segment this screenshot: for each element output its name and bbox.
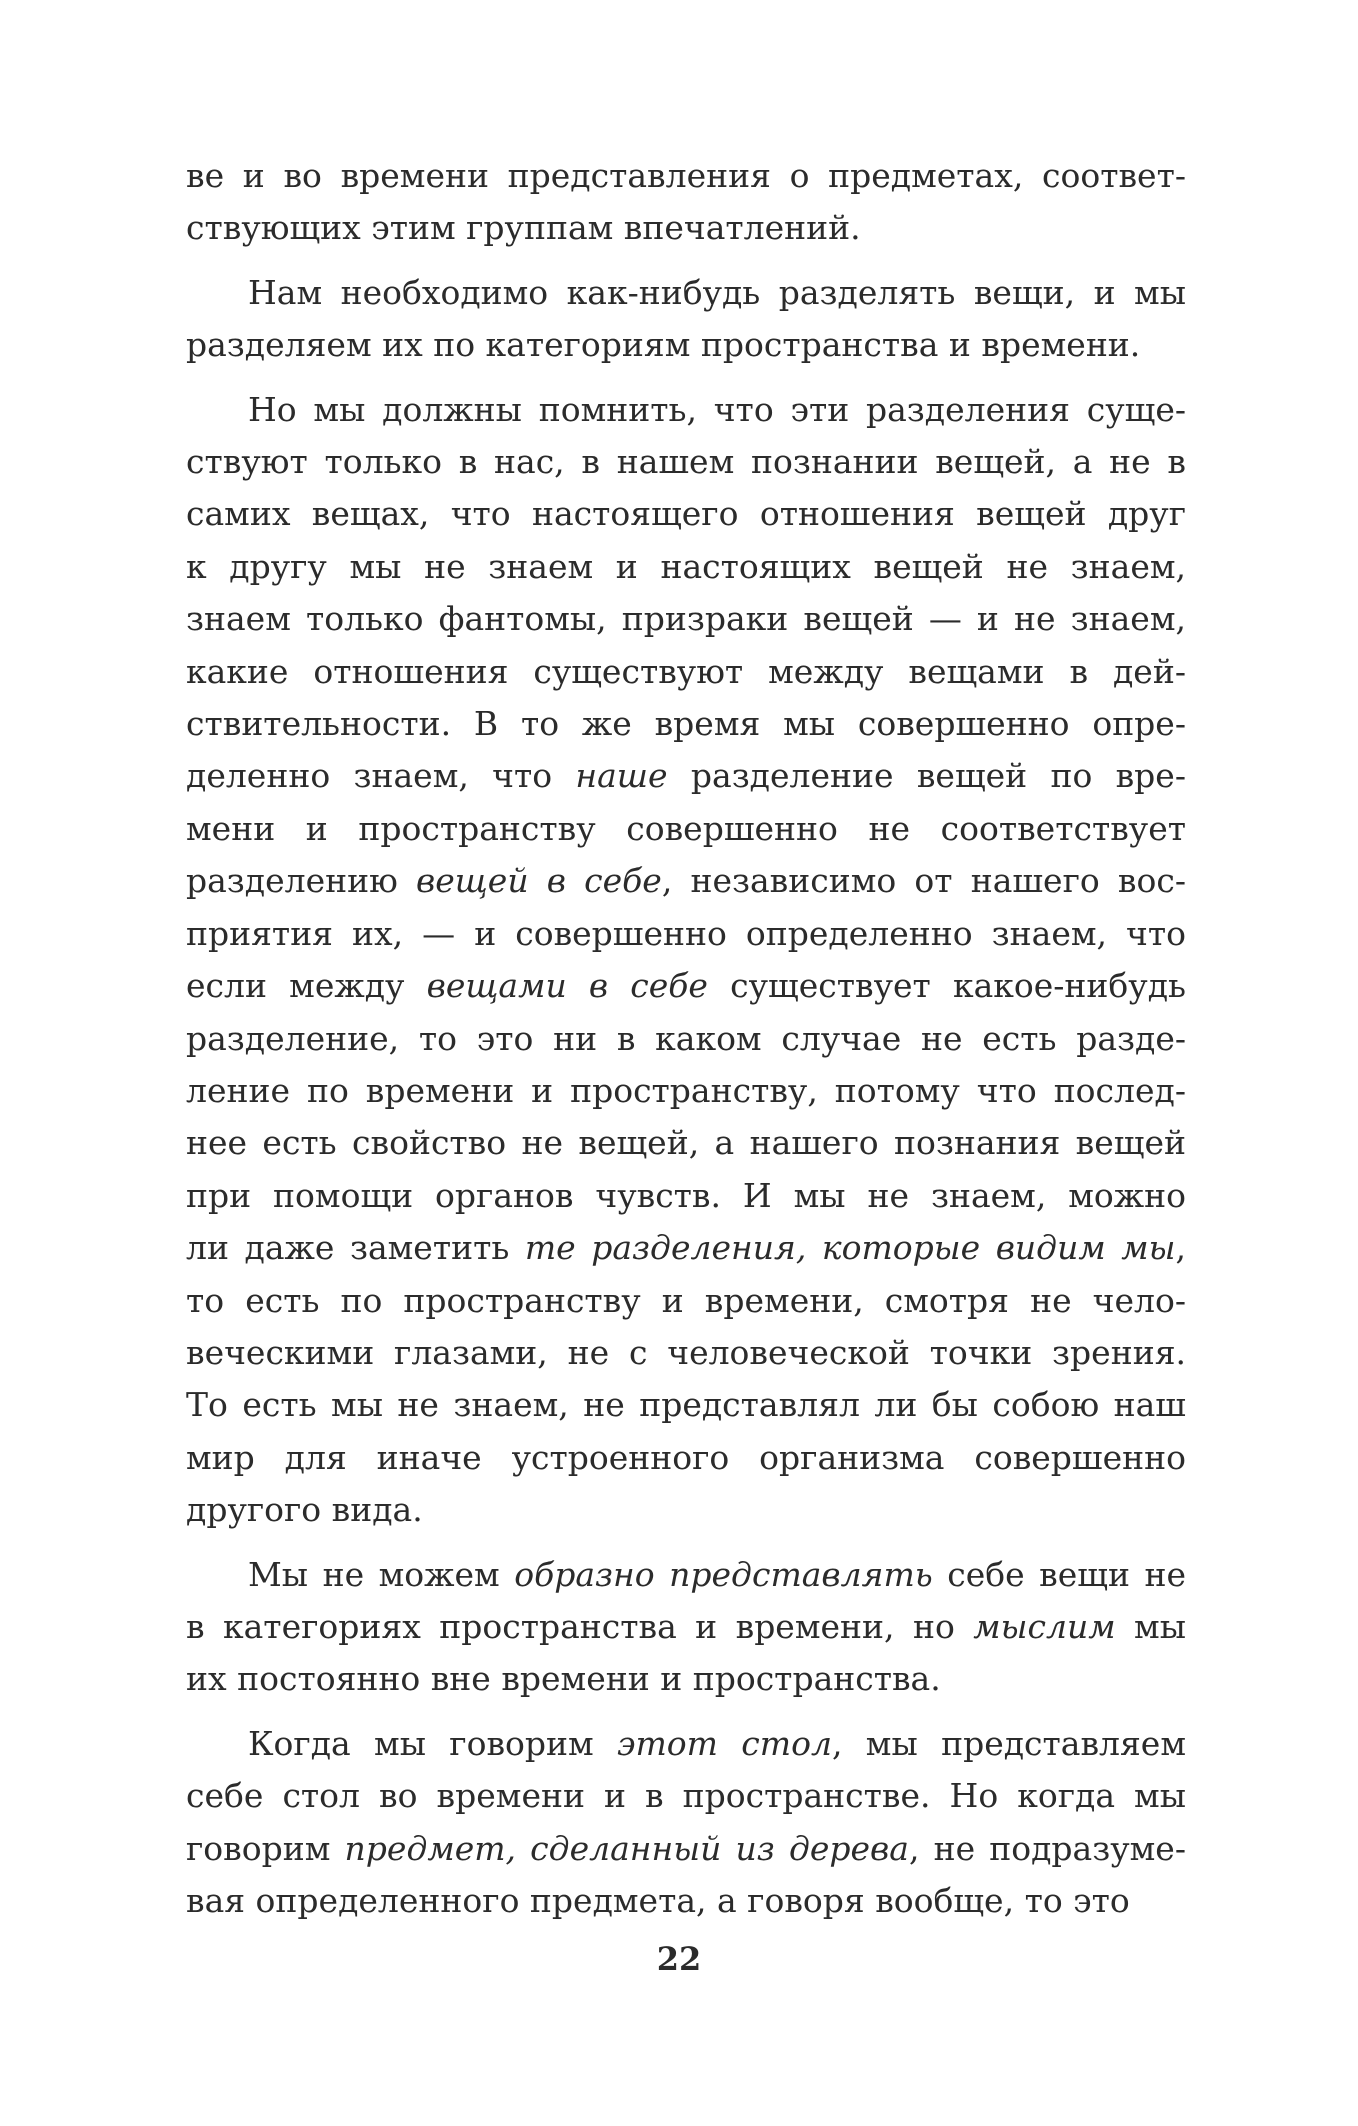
text-segment: разделяем их по категориям пространства и времени. [186, 325, 1141, 365]
text-segment: к другу мы не знаем и настоящих вещей не знаем, [186, 546, 1186, 586]
text-line [186, 803, 1186, 855]
paragraph [186, 150, 1186, 255]
text-line [186, 1484, 1186, 1536]
text-line [186, 1117, 1186, 1169]
text-segment: , не подразуме- [908, 1828, 1186, 1868]
text-segment: Когда мы говорим [248, 1723, 618, 1763]
text-line [186, 1065, 1186, 1117]
text-segment: Нам необходимо как-нибудь разделять вещи, и мы [248, 272, 1186, 312]
text-line [186, 698, 1186, 750]
text-segment: ление по времени и пространству, потому что послед- [186, 1070, 1186, 1110]
text-line [186, 202, 1186, 254]
text-segment: ли даже заметить [186, 1228, 525, 1268]
text-line [186, 1653, 1186, 1705]
paragraph [186, 384, 1186, 1537]
text-segment: мени и пространству совершенно не соответствует [186, 808, 1186, 848]
text-line [186, 1432, 1186, 1484]
text-segment: говорим [186, 1828, 345, 1868]
italic-text: те разделения, которые видим мы [524, 1228, 1176, 1268]
text-segment: вая определенного предмета, а говоря вообще, то это [186, 1881, 1130, 1920]
italic-text: предмет, сделанный из дерева [344, 1828, 909, 1868]
text-segment: разделение, то это ни в каком случае не есть разде- [186, 1018, 1186, 1058]
text-line [186, 384, 1186, 436]
text-segment: Мы не можем [248, 1554, 515, 1594]
text-segment: при помощи органов чувств. И мы не знаем, можно [186, 1175, 1186, 1215]
text-line [186, 1770, 1186, 1822]
text-line [186, 960, 1186, 1012]
text-line [186, 1327, 1186, 1379]
text-line [186, 1875, 1186, 1927]
text-segment: Но мы должны помнить, что эти разделения суще- [248, 389, 1186, 429]
text-segment: себе вещи не [932, 1554, 1187, 1594]
italic-text: этот стол [617, 1723, 832, 1763]
text-segment: веческими глазами, не с человеческой точки зрения. [186, 1332, 1186, 1372]
text-segment: их постоянно вне времени и пространства. [186, 1659, 941, 1699]
text-line [186, 1013, 1186, 1065]
text-line [186, 267, 1186, 319]
text-line [186, 319, 1186, 371]
text-segment: ствительности. В то же время мы совершенно опре- [186, 704, 1186, 744]
italic-text: мыслим [973, 1606, 1116, 1646]
text-segment: То есть мы не знаем, не представлял ли бы собою наш [186, 1385, 1186, 1425]
text-segment: существует какое-нибудь [707, 966, 1186, 1006]
page-number: 22 [656, 1940, 702, 1978]
text-line [186, 541, 1186, 593]
text-segment: в категориях пространства и времени, но [186, 1606, 974, 1646]
text-segment: знаем только фантомы, призраки вещей — и не знаем, [186, 599, 1186, 639]
text-segment: ве и во времени представления о предметах, соответ- [186, 156, 1186, 195]
text-segment: ствуют только в нас, в нашем познании вещей, а не в [186, 442, 1186, 482]
text-line [186, 1718, 1186, 1770]
text-line [186, 488, 1186, 540]
italic-text: наше [575, 756, 668, 796]
italic-text: образно представлять [514, 1554, 933, 1594]
text-line [186, 646, 1186, 698]
text-line [186, 750, 1186, 802]
paragraph [186, 1549, 1186, 1706]
text-line [186, 1275, 1186, 1327]
text-segment: разделению [186, 861, 417, 901]
text-segment: мир для иначе устроенного организма совершенно [186, 1437, 1186, 1477]
text-segment: ствующих этим группам впечатлений. [186, 208, 861, 248]
text-line [186, 1601, 1186, 1653]
text-segment: деленно знаем, что [186, 756, 576, 796]
italic-text: вещей в себе [416, 861, 662, 901]
text-segment: то есть по пространству и времени, смотря не чело- [186, 1280, 1186, 1320]
text-line [186, 1823, 1186, 1875]
text-segment: разделение вещей по вре- [667, 756, 1186, 796]
text-segment: мы [1115, 1606, 1186, 1646]
text-segment: приятия их, — и совершенно определенно знаем, что [186, 913, 1186, 953]
text-segment: нее есть свойство не вещей, а нашего познания вещей [186, 1123, 1186, 1163]
text-segment: себе стол во времени и в пространстве. Но когда мы [186, 1776, 1186, 1816]
text-line [186, 436, 1186, 488]
body-text [186, 150, 1186, 1927]
text-segment: какие отношения существуют между вещами в дей- [186, 651, 1186, 691]
text-segment: другого вида. [186, 1490, 423, 1530]
paragraph [186, 267, 1186, 372]
text-line [186, 1379, 1186, 1431]
text-segment: , независимо от нашего вос- [661, 861, 1186, 901]
text-line [186, 150, 1186, 202]
text-segment: , [1175, 1228, 1187, 1268]
text-segment: , мы представляем [831, 1723, 1187, 1763]
text-line [186, 1222, 1186, 1274]
text-line [186, 593, 1186, 645]
italic-text: вещами в себе [426, 966, 708, 1006]
text-line [186, 908, 1186, 960]
text-line [186, 855, 1186, 907]
text-segment: если между [186, 966, 427, 1006]
text-segment: самих вещах, что настоящего отношения вещей друг [186, 494, 1186, 534]
paragraph [186, 1718, 1186, 1928]
text-line [186, 1549, 1186, 1601]
text-line [186, 1170, 1186, 1222]
